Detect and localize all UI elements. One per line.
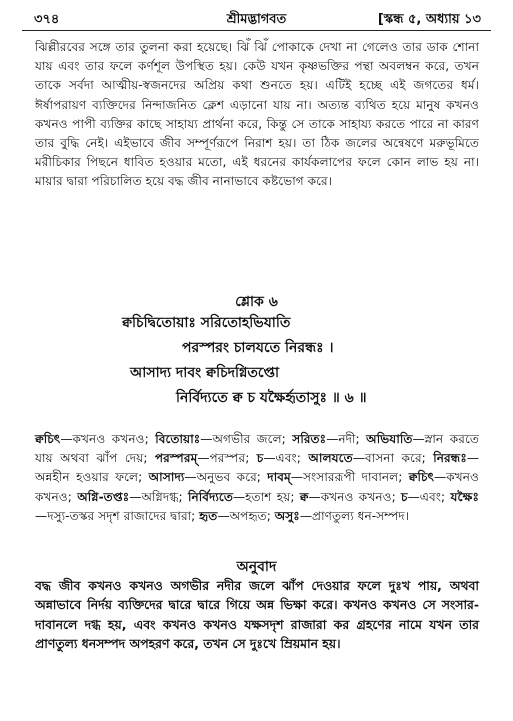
synonym-word: ক্বচিৎ: [408, 470, 435, 485]
verse-line: ক্বচিদ্বিতোয়াঃ সরিতোহভিযাতি: [122, 315, 291, 331]
synonym-meaning: —সংসাররূপী দাবানল;: [290, 470, 403, 485]
synonym-meaning: —হতাশ হয়;: [232, 489, 295, 504]
synonym-word: আসাদ্য: [148, 470, 185, 485]
synonym-word: নিরন্ধঃ: [433, 451, 467, 466]
synonym-meaning: —অগ্নিদগ্ধ;: [129, 489, 183, 504]
synonym-meaning: —স্নান করতে যায় অথবা ঝাঁপ দেয়;: [35, 432, 479, 466]
synonym-meaning: —এবং;: [407, 489, 446, 504]
translation-paragraph: বদ্ধ জীব কখনও কখনও অগভীর নদীর জলে ঝাঁপ দেওয়ার ফলে দুঃখ পায়, অথবা অন্নাভাবে নির্দয় ব্যক্তিদের দ্বারে দ্বারে গিয়ে অন্ন ভিক্ষা করে। কখনও কখনও সে সংসার-দাবানলে দগ্ধ হয়, এবং কখনও কখনও যক্ষসদৃশ রাজারা কর গ্রহণের নামে যখন তার প্রাণতুল্য ধনসম্পদ অপহরণ করে, তখন সে দুঃখে ম্রিয়মান হয়।: [35, 578, 479, 652]
synonym-meaning: —এবং;: [263, 451, 301, 466]
synonym-meaning: —কখনও কখনও;: [308, 489, 396, 504]
synonym-meaning: —অপহৃত;: [217, 508, 271, 523]
synonym-meaning: —কখনও কখনও;: [60, 432, 149, 446]
synonym-word: পরস্পরম্: [154, 451, 198, 466]
synonym-meaning: —দস্যু-তস্কর সদৃশ রাজাদের দ্বারা;: [35, 508, 196, 523]
synonym-word: অগ্নি-তপ্তঃ: [77, 489, 130, 504]
synonym-word: সরিতঃ: [292, 432, 327, 446]
synonym-meaning: —পরস্পর;: [197, 451, 250, 466]
verse-heading: শ্লোক ৬: [235, 294, 278, 310]
synonym-meaning: —নদী;: [326, 432, 360, 446]
verse-line: পরস্পরং চালযতে নিরন্ধঃ ।: [182, 340, 334, 356]
synonym-word: চ: [256, 451, 264, 466]
page-number: ৩৭৪: [34, 12, 60, 27]
synonym-meaning: —অন্নহীন হওয়ার ফলে;: [35, 451, 480, 485]
header-rule: [22, 30, 491, 31]
synonym-word: হৃত: [199, 508, 218, 523]
translation-heading: অনুবাদ: [236, 559, 277, 575]
synonym-meaning: —অনুভব করে;: [184, 470, 261, 485]
synonym-word: ক্ব: [299, 489, 309, 504]
section-label: [স্কন্ধ ৫, অধ্যায় ১৩: [377, 12, 481, 27]
synonym-word: অভিযাতি: [366, 432, 413, 446]
synonym-word: বিতোয়াঃ: [155, 432, 201, 446]
synonym-meaning: —প্রাণতুল্য ধন-সম্পদ।: [299, 508, 410, 523]
page-header: [14, 8, 499, 30]
word-for-word-synonyms: [35, 430, 479, 526]
synonym-word: অসুঃ: [274, 508, 300, 523]
purport-paragraph: ঝিল্লীরবের সঙ্গে তার তুলনা করা হয়েছে। ঝিঁ ঝিঁ পোকাকে দেখা না গেলেও তার ডাক শোনা যায় এবং তার ফলে কর্ণশূল উপস্থিত হয়। কেউ যখন কৃষ্ণভক্তির পন্থা অবলম্বন করে, তখন তাকে সর্বদা আত্মীয়-স্বজনদের অপ্রিয় কথা শুনতে হয়। এটিই হচ্ছে এই জগতের ধর্ম। ঈর্ষাপরায়ণ ব্যক্তিদের নিন্দাজনিত ক্লেশ এড়ানো যায় না। অত্যন্ত ব্যথিত হয়ে মানুষ কখনও কখনও পাপী ব্যক্তির কাছে সাহায্য প্রার্থনা করে, কিন্তু সে তাকে সাহায্য করতে পারে না কারণ তার বুদ্ধি নেই। এইভাবে জীব সম্পূর্ণরূপে নিরাশ হয়। তা ঠিক জলের অন্বেষণে মরুভূমিতে মরীচিকার পিছনে ধাবিত হওয়ার মতো, এই ধরনের কার্যকলাপের ফলে কোন লাভ হয় না। মায়ার দ্বারা পরিচালিত হয়ে বদ্ধ জীব নানাভাবে কষ্টভোগ করে।: [35, 40, 479, 189]
verse-line: আসাদ্য দাবং ক্বচিদগ্নিতপ্তো: [130, 365, 280, 381]
synonym-word: আলযতে: [308, 451, 353, 466]
synonym-word: ক্বচিৎ: [35, 432, 61, 446]
synonym-word: নির্বিদ্যতে: [187, 489, 233, 504]
book-title: শ্রীমদ্ভাগবত: [226, 12, 287, 27]
synonym-word: যক্ষৈঃ: [450, 489, 479, 504]
synonym-word: চ: [400, 489, 408, 504]
synonym-meaning: —বাসনা করে;: [352, 451, 426, 466]
synonym-meaning: —কখনও কখনও;: [35, 470, 479, 504]
verse-line: নির্বিদ্যতে ক্ব চ যক্ষৈর্হৃতাসুঃ ॥ ৬ ॥: [176, 390, 367, 406]
synonym-meaning: —অগভীর জলে;: [200, 432, 286, 446]
synonym-word: দাবম্: [267, 470, 291, 485]
